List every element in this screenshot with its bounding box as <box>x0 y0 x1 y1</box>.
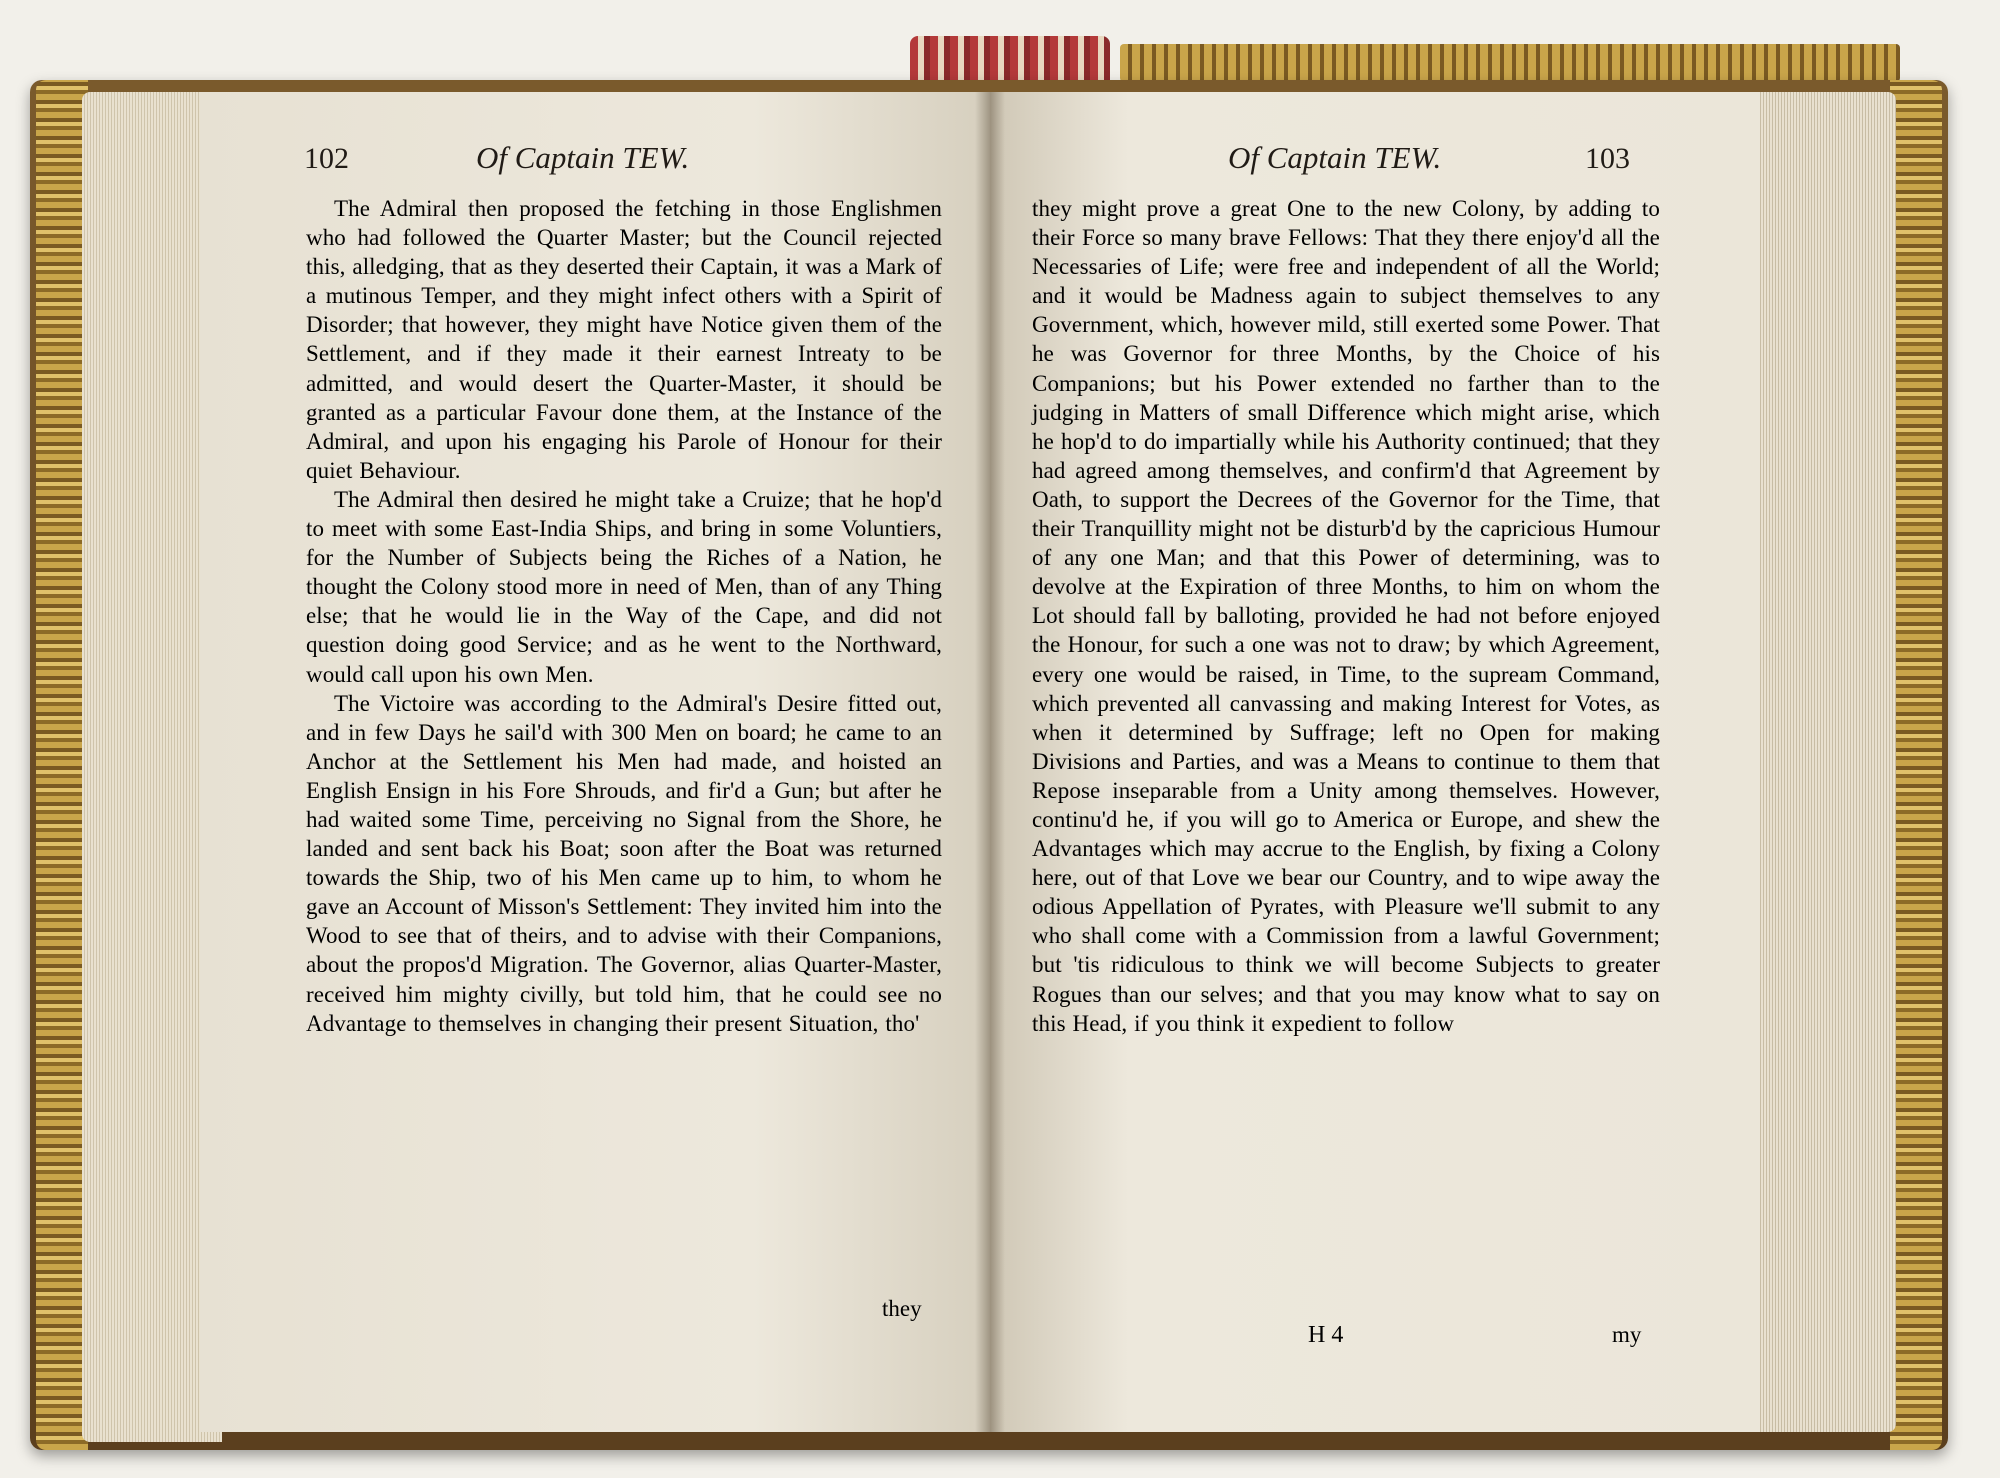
left-paragraph-3: The Victoire was according to the Admiral's Desire fitted out, and in few Days he sail'd with 300 Men on board; he came to an Anchor at the Settlement his Men had made, and hoisted an English Ensign in his Fore Shrouds, and fir'd a Gun; but after he had waited some Time, perceiving no Signal from the Shore, he landed and sent back his Boat; soon after the Boat was returned towards the Ship, two of his Men came up to him, to whom he gave an Account of Misson's Settlement: They invited him into the Wood to see that of theirs, and to advise with their Companions, about the propos'd Migration. The Governor, alias Quarter-Master, received him mighty civilly, but told him, that he could see no Advantage to themselves in changing their present Situation, tho' <box>306 690 942 1036</box>
left-paragraph-2: The Admiral then desired he might take a Cruize; that he hop'd to meet with some East-India Ships, and bring in some Voluntiers, for the Number of Subjects being the Riches of a Nation, he thought the Colony stood more in need of Men, than of any Thing else; that he would lie in the Way of the Cape, and did not question doing good Service; and as he went to the Northward, would call upon his own Men. <box>306 486 942 687</box>
gutter-shadow <box>975 92 1005 1432</box>
right-catchword: my <box>1612 1322 1642 1347</box>
left-paragraph-1: The Admiral then proposed the fetching in those Englishmen who had followed the Quarter Master; but the Council rejected this, alledging, that as they deserted their Captain, it was a Mark of a mutinous Temper, and they might infect others with a Spirit of Disorder; that however, they might have Notice given them of the Settlement, and if they made it their earnest Intreaty to be admitted, and would desert the Quarter-Master, it should be granted as a particular Favour done them, at the Instance of the Admiral, and upon his engaging his Parole of Honour for their quiet Behaviour. <box>306 196 942 483</box>
right-folio: 103 <box>1585 142 1630 175</box>
headband <box>910 36 1110 86</box>
open-book <box>30 36 1948 1454</box>
left-catchword: they <box>882 1296 922 1321</box>
top-gilt-edge <box>1120 44 1900 82</box>
right-page-text <box>1032 194 1660 1038</box>
left-folio: 102 <box>304 142 349 175</box>
left-gilt-tooling <box>36 80 88 1450</box>
signature-mark: H 4 <box>1308 1322 1344 1348</box>
right-gilt-tooling <box>1890 80 1942 1450</box>
left-running-head: Of Captain TEW. <box>476 140 690 175</box>
left-page-text <box>306 194 942 1038</box>
right-paragraph-1: they might prove a great One to the new Colony, by adding to their Force so many brave Fellows: That they there enjoy'd all the Necessaries of Life; were free and independent of all the World; and it would be Madness again to subject themselves to any Government, which, however mild, still exerted some Power. That he was Governor for three Months, by the Choice of his Companions; but his Power extended no farther than to the judging in Matters of small Difference which might arise, which he hop'd to do impartially while his Authority continued; that they had agreed among themselves, and confirm'd that Agreement by Oath, to support the Decrees of the Governor for the Time, that their Tranquillity might not be disturb'd by the capricious Humour of any one Man; and that this Power of determining, was to devolve at the Expiration of three Months, to him on whom the Lot should fall by balloting, provided he had not before enjoyed the Honour, for such a one was not to draw; by which Agreement, every one would be raised, in Time, to the supream Command, which prevented all canvassing and making Interest for Votes, as when it determined by Suffrage; left no Open for making Divisions and Parties, and was a Means to continue to them that Repose inseparable from a Unity among themselves. However, continu'd he, if you will go to America or Europe, and shew the Advantages which may accrue to the English, by fixing a Colony here, out of that Love we bear our Country, and to wipe away the odious Appellation of Pyrates, with Pleasure we'll submit to any who shall come with a Commission from a lawful Government; but 'tis ridiculous to think we will become Subjects to greater Rogues than our selves; and that you may know what to say on this Head, if you think it expedient to follow <box>1032 196 1660 1036</box>
right-running-head: Of Captain TEW. <box>1228 140 1442 175</box>
